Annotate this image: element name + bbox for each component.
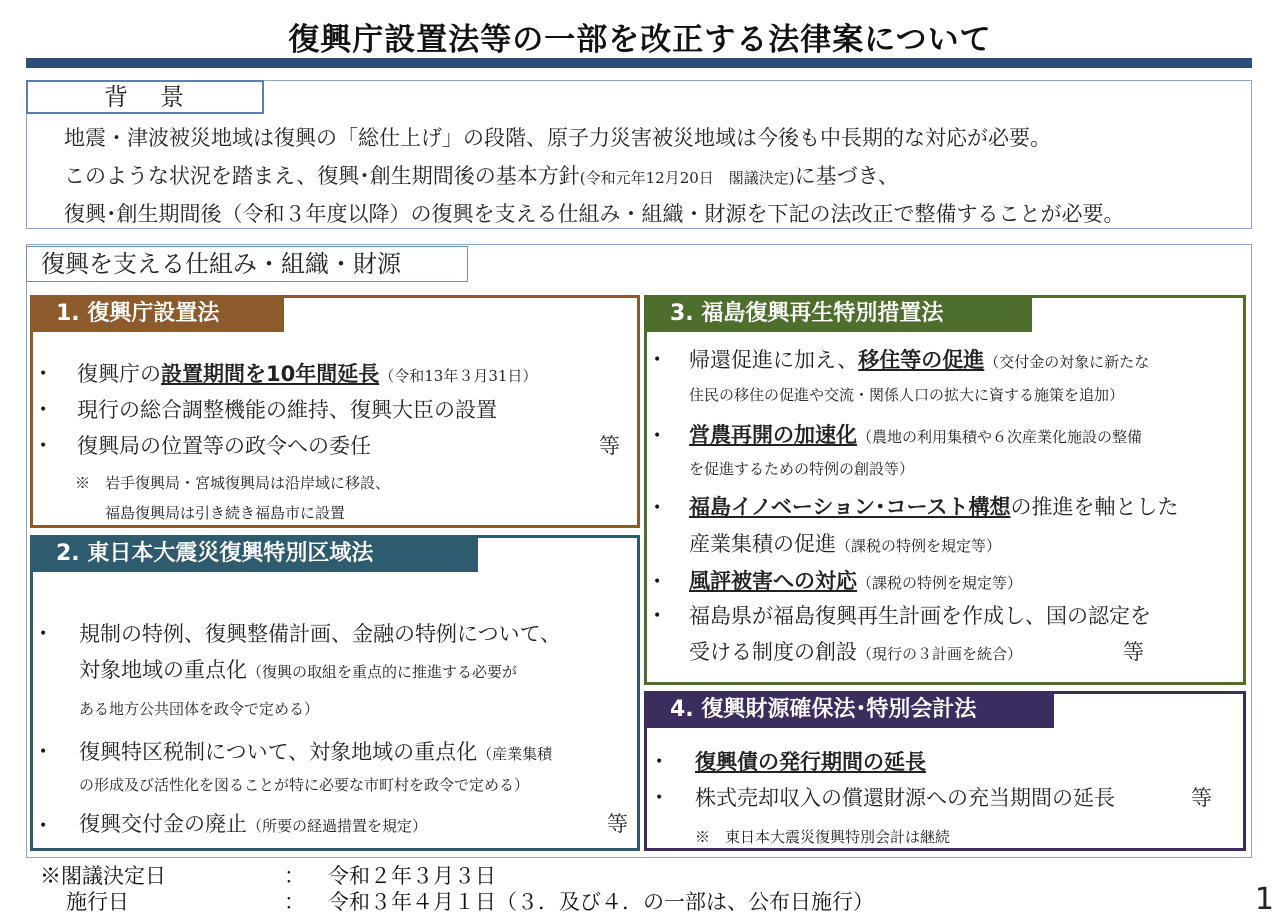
page-number: 1 [1254, 882, 1274, 917]
bullet: • [39, 366, 48, 382]
section-1-heading: 1. 復興庁設置法 [30, 295, 284, 332]
s3-item-3-line-2: 産業集積の促進（課税の特例を規定等） [689, 532, 1002, 556]
bullet: • [653, 574, 662, 590]
s1-item-2: 現行の総合調整機能の維持、復興大臣の設置 [77, 398, 497, 422]
footer-decision-label: ※閣議決定日 [40, 864, 166, 888]
s2-item-2-line-1: 復興特区税制について、対象地域の重点化（産業集積 [79, 740, 553, 764]
s3-item-5-tail: 等 [1123, 640, 1144, 664]
section-3-box [644, 295, 1246, 685]
bullet: • [39, 626, 48, 642]
title-underline-bar [26, 58, 1252, 68]
s3-item-1: 帰還促進に加え、移住等の促進（交付金の対象に新たな [689, 348, 1150, 372]
footer-enforcement-label: 施行日 [66, 890, 129, 914]
bullet: • [653, 428, 662, 444]
s2-item-2-line-2: の形成及び活性化を図ることが特に必要な市町村を政令で定める） [79, 776, 530, 794]
s3-item-5-line-2: 受ける制度の創設（現行の３計画を統合） [689, 640, 1023, 664]
s2-item-1-line-3: ある地方公共団体を政令で定める） [79, 700, 320, 718]
page-title: 復興庁設置法等の一部を改正する法律案について [288, 22, 992, 58]
bullet: • [653, 352, 662, 368]
s3-item-1-line-2: 住民の移住の促進や交流・関係人口の拡大に資する施策を追加） [689, 386, 1125, 404]
s1-note-1: ※ 岩手復興局・宮城復興局は沿岸域に移設、 [75, 474, 391, 492]
s1-item-3-tail: 等 [599, 434, 620, 458]
bullet: • [655, 754, 664, 770]
s3-item-2-line-2: を促進するための特例の創設等） [689, 460, 915, 478]
section-4-heading: 4. 復興財源確保法･特別会計法 [644, 691, 1054, 728]
bullet: • [39, 744, 48, 760]
s3-item-3: 福島イノベーション･コースト構想の推進を軸とした [689, 495, 1179, 519]
footer-decision-date: 令和２年３月３日 [328, 864, 496, 888]
s2-item-3: 復興交付金の廃止（所要の経過措置を規定） [79, 812, 428, 836]
s1-item-3: 復興局の位置等の政令への委任 [77, 434, 371, 458]
bullet: • [39, 818, 48, 834]
section-1-box [30, 295, 640, 528]
s1-note-2: 福島復興局は引き続き福島市に設置 [105, 504, 346, 522]
background-label: 背 景 [26, 80, 264, 114]
s4-note: ※ 東日本大震災復興特別会計は継続 [695, 828, 951, 846]
background-line-3: 復興･創生期間後（令和３年度以降）の復興を支える仕組み・組織・財源を下記の法改正で整備することが必要。 [64, 202, 1125, 226]
s4-item-2: 株式売却収入の償還財源への充当期間の延長 [695, 786, 1115, 810]
section-3-heading: 3. 福島復興再生特別措置法 [644, 295, 1032, 332]
section-2-heading: 2. 東日本大震災復興特別区域法 [30, 535, 478, 572]
s3-item-5-line-1: 福島県が福島復興再生計画を作成し、国の認定を [689, 604, 1151, 628]
s4-item-1: 復興債の発行期間の延長 [695, 750, 926, 774]
footer-enforcement-date: 令和３年４月１日（３．及び４．の一部は、公布日施行） [328, 890, 874, 914]
s3-item-2: 営農再開の加速化（農地の利用集積や６次産業化施設の整備 [689, 423, 1143, 447]
section-2-box [30, 535, 640, 851]
s2-item-3-tail: 等 [607, 812, 628, 836]
bullet: • [655, 790, 664, 806]
bullet: • [653, 608, 662, 624]
main-label: 復興を支える仕組み・組織・財源 [26, 246, 468, 282]
s2-item-1-line-2: 対象地域の重点化（復興の取組を重点的に推進する必要が [79, 658, 518, 682]
section-4-box [644, 691, 1246, 851]
bullet: • [653, 500, 662, 516]
s3-item-4: 風評被害への対応（課税の特例を規定等） [689, 569, 1023, 593]
bullet: • [39, 402, 48, 418]
s4-item-2-tail: 等 [1191, 786, 1212, 810]
footer-decision-colon: ： [284, 864, 305, 888]
bullet: • [39, 438, 48, 454]
footer-enforcement-colon: ： [284, 890, 305, 914]
background-line-2: このような状況を踏まえ、復興･創生期間後の基本方針(令和元年12月20日 閣議決定)に基づき、 [64, 164, 899, 188]
s1-item-1: 復興庁の設置期間を10年間延長（令和13年３月31日） [77, 362, 538, 386]
background-line-1: 地震・津波被災地域は復興の「総仕上げ」の段階、原子力災害被災地域は今後も中長期的な対応が必要。 [64, 126, 1051, 150]
s2-item-1-line-1: 規制の特例、復興整備計画、金融の特例について、 [79, 622, 562, 646]
